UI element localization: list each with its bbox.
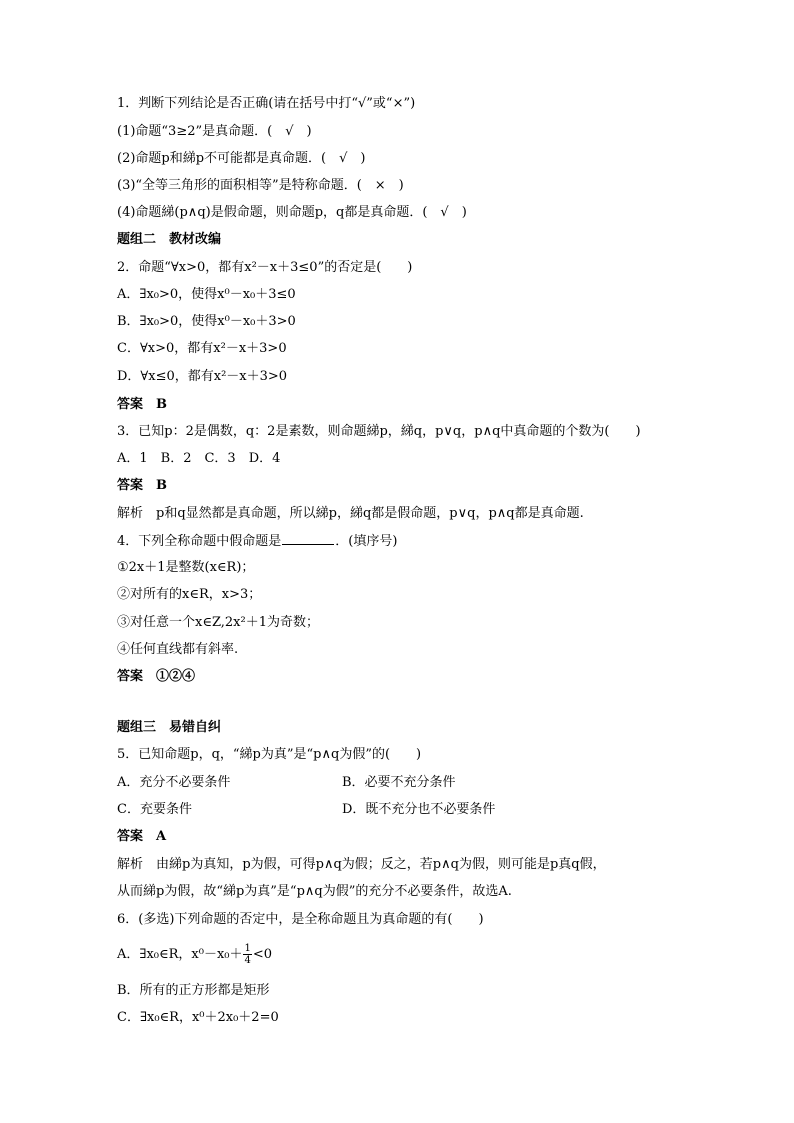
question-6-option-b: B．所有的正方形都是矩形 — [117, 983, 270, 998]
question-6-stem: 6．(多选)下列命题的否定中，是全称命题且为真命题的有( ) — [117, 912, 484, 927]
question-5-option-b: B．必要不充分条件 — [342, 775, 456, 790]
question-4-stem — [117, 532, 717, 551]
question-2-option-a: A．∃x₀>0，使得x⁰－x₀＋3≤0 — [117, 287, 296, 302]
question-5-option-a: A．充分不必要条件 — [117, 775, 231, 790]
question-5-option-d: D．既不充分也不必要条件 — [342, 802, 496, 817]
question-1-title: 1．判断下列结论是否正确(请在括号中打“√”或“×”) — [117, 96, 416, 111]
group-2-heading: 题组二 教材改编 — [117, 232, 222, 247]
question-4-stem-text: 4．下列全称命题中假命题是 — [117, 534, 282, 549]
question-3-options: A．1 B．2 C．3 D．4 — [117, 451, 281, 466]
question-1-item-2: (2)命题p和綈p不可能都是真命题．( √ ) — [117, 151, 366, 166]
question-2-option-d: D．∀x≤0，都有x²－x＋3>0 — [117, 369, 288, 384]
fraction-numerator: 1 — [244, 943, 251, 954]
question-2-answer: 答案 B — [117, 397, 167, 412]
question-6-option-c: C．∃x₀∈R，x⁰＋2x₀＋2=0 — [117, 1010, 279, 1025]
question-5-option-c: C．充要条件 — [117, 802, 192, 817]
question-4-answer: 答案 ①②④ — [117, 669, 196, 684]
question-2-option-b: B．∃x₀>0，使得x⁰－x₀＋3>0 — [117, 314, 296, 329]
fraction — [243, 943, 251, 966]
question-5-analysis-line-2: 从而綈p为假，故“綈p为真”是“p∧q为假”的充分不必要条件，故选A. — [117, 884, 512, 899]
question-3-answer: 答案 B — [117, 478, 167, 493]
question-6-option-a-suffix: <0 — [252, 947, 273, 962]
question-4-item-4: ④任何直线都有斜率. — [117, 642, 239, 657]
question-3-stem: 3．已知p：2是偶数，q：2是素数，则命题綈p，綈q，p∨q，p∧q中真命题的个数为( ) — [117, 424, 641, 439]
question-4-item-2: ②对所有的x∈R，x>3； — [117, 587, 262, 602]
question-4-item-3: ③对任意一个x∈Z,2x²＋1为奇数； — [117, 615, 319, 630]
fraction-denominator: 4 — [244, 955, 251, 966]
question-5-stem: 5．已知命题p，q，“綈p为真”是“p∧q为假”的( ) — [117, 747, 422, 762]
group-3-heading: 题组三 易错自纠 — [117, 720, 222, 735]
question-4-stem-suffix: ．(填序号) — [335, 534, 398, 549]
question-2-option-c: C．∀x>0，都有x²－x＋3>0 — [117, 341, 287, 356]
question-5-answer: 答案 A — [117, 829, 167, 844]
question-1-item-4: (4)命题綈(p∧q)是假命题，则命题p，q都是真命题．( √ ) — [117, 205, 467, 220]
question-5-analysis-line-1: 解析 由綈p为真知，p为假，可得p∧q为假；反之，若p∧q为假，则可能是p真q假， — [117, 857, 606, 872]
question-2-stem: 2．命题“∀x>0，都有x²－x＋3≤0”的否定是( ) — [117, 260, 413, 275]
question-6-option-a — [117, 943, 717, 966]
question-6-option-a-text: A．∃x₀∈R，x⁰－x₀＋ — [117, 947, 243, 962]
answer-blank — [282, 532, 334, 545]
question-1-item-3: (3)“全等三角形的面积相等”是特称命题．( × ) — [117, 178, 404, 193]
question-1-item-1: (1)命题“3≥2”是真命题．( √ ) — [117, 124, 312, 139]
question-3-analysis: 解析 p和q显然都是真命题，所以綈p，綈q都是假命题，p∨q，p∧q都是真命题. — [117, 506, 584, 521]
question-4-item-1: ①2x＋1是整数(x∈R)； — [117, 560, 255, 575]
